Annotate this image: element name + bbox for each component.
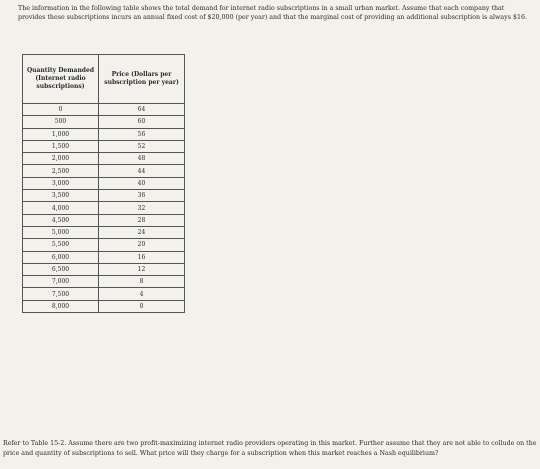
quantity-cell: 6,000 (23, 251, 99, 263)
quantity-cell: 7,500 (23, 288, 99, 300)
table-row (23, 251, 185, 263)
quantity-cell: 4,500 (23, 214, 99, 226)
price-cell: 36 (99, 190, 185, 202)
question-paragraph: Refer to Table 15-2. Assume there are two profit-maximizing internet radio providers operating in this market. Further assume that they are not able to collude on the price and quantity of subscriptions to sell. What price will they charge for a subscription when this market reaches a Nash equilibrium? (3, 440, 537, 457)
table-row (23, 104, 185, 116)
price-cell: 20 (99, 239, 185, 251)
table-row (23, 165, 185, 177)
price-cell: 32 (99, 202, 185, 214)
table-row (23, 153, 185, 165)
table-row (23, 177, 185, 189)
price-header: Price (Dollars per subscription per year) (99, 55, 185, 104)
quantity-cell: 500 (23, 116, 99, 128)
table-row (23, 288, 185, 300)
table-row (23, 300, 185, 312)
price-cell: 56 (99, 128, 185, 140)
quantity-cell: 5,000 (23, 226, 99, 238)
price-cell: 24 (99, 226, 185, 238)
table-row (23, 116, 185, 128)
quantity-cell: 5,500 (23, 239, 99, 251)
table-row (23, 128, 185, 140)
table-row (23, 202, 185, 214)
price-cell: 16 (99, 251, 185, 263)
quantity-cell: 6,500 (23, 263, 99, 275)
demand-table (22, 54, 185, 313)
quantity-cell: 1,000 (23, 128, 99, 140)
table-row (23, 263, 185, 275)
price-cell: 48 (99, 153, 185, 165)
table-header-row (23, 55, 185, 104)
table-row (23, 226, 185, 238)
price-cell: 28 (99, 214, 185, 226)
quantity-cell: 7,000 (23, 276, 99, 288)
table-row (23, 140, 185, 152)
price-cell: 12 (99, 263, 185, 275)
quantity-cell: 3,500 (23, 190, 99, 202)
quantity-cell: 3,000 (23, 177, 99, 189)
price-cell: 8 (99, 276, 185, 288)
quantity-cell: 8,000 (23, 300, 99, 312)
quantity-cell: 0 (23, 104, 99, 116)
price-cell: 60 (99, 116, 185, 128)
price-cell: 44 (99, 165, 185, 177)
price-cell: 64 (99, 104, 185, 116)
price-cell: 52 (99, 140, 185, 152)
quantity-cell: 2,500 (23, 165, 99, 177)
intro-paragraph: The information in the following table shows the total demand for internet radio subscriptions in a small urban market. Assume that each company that provides these subscriptions incurs an annual fixed cost of $20,000 (per year) and that the marginal cost of providing an additional subscription is always $16. (18, 5, 527, 21)
price-cell: 4 (99, 288, 185, 300)
quantity-cell: 4,000 (23, 202, 99, 214)
quantity-cell: 2,000 (23, 153, 99, 165)
table-row (23, 214, 185, 226)
quantity-header: Quantity Demanded (Internet radio subscriptions) (23, 55, 99, 104)
quantity-cell: 1,500 (23, 140, 99, 152)
price-cell: 40 (99, 177, 185, 189)
price-cell: 0 (99, 300, 185, 312)
table-row (23, 190, 185, 202)
table-row (23, 239, 185, 251)
table-row (23, 276, 185, 288)
